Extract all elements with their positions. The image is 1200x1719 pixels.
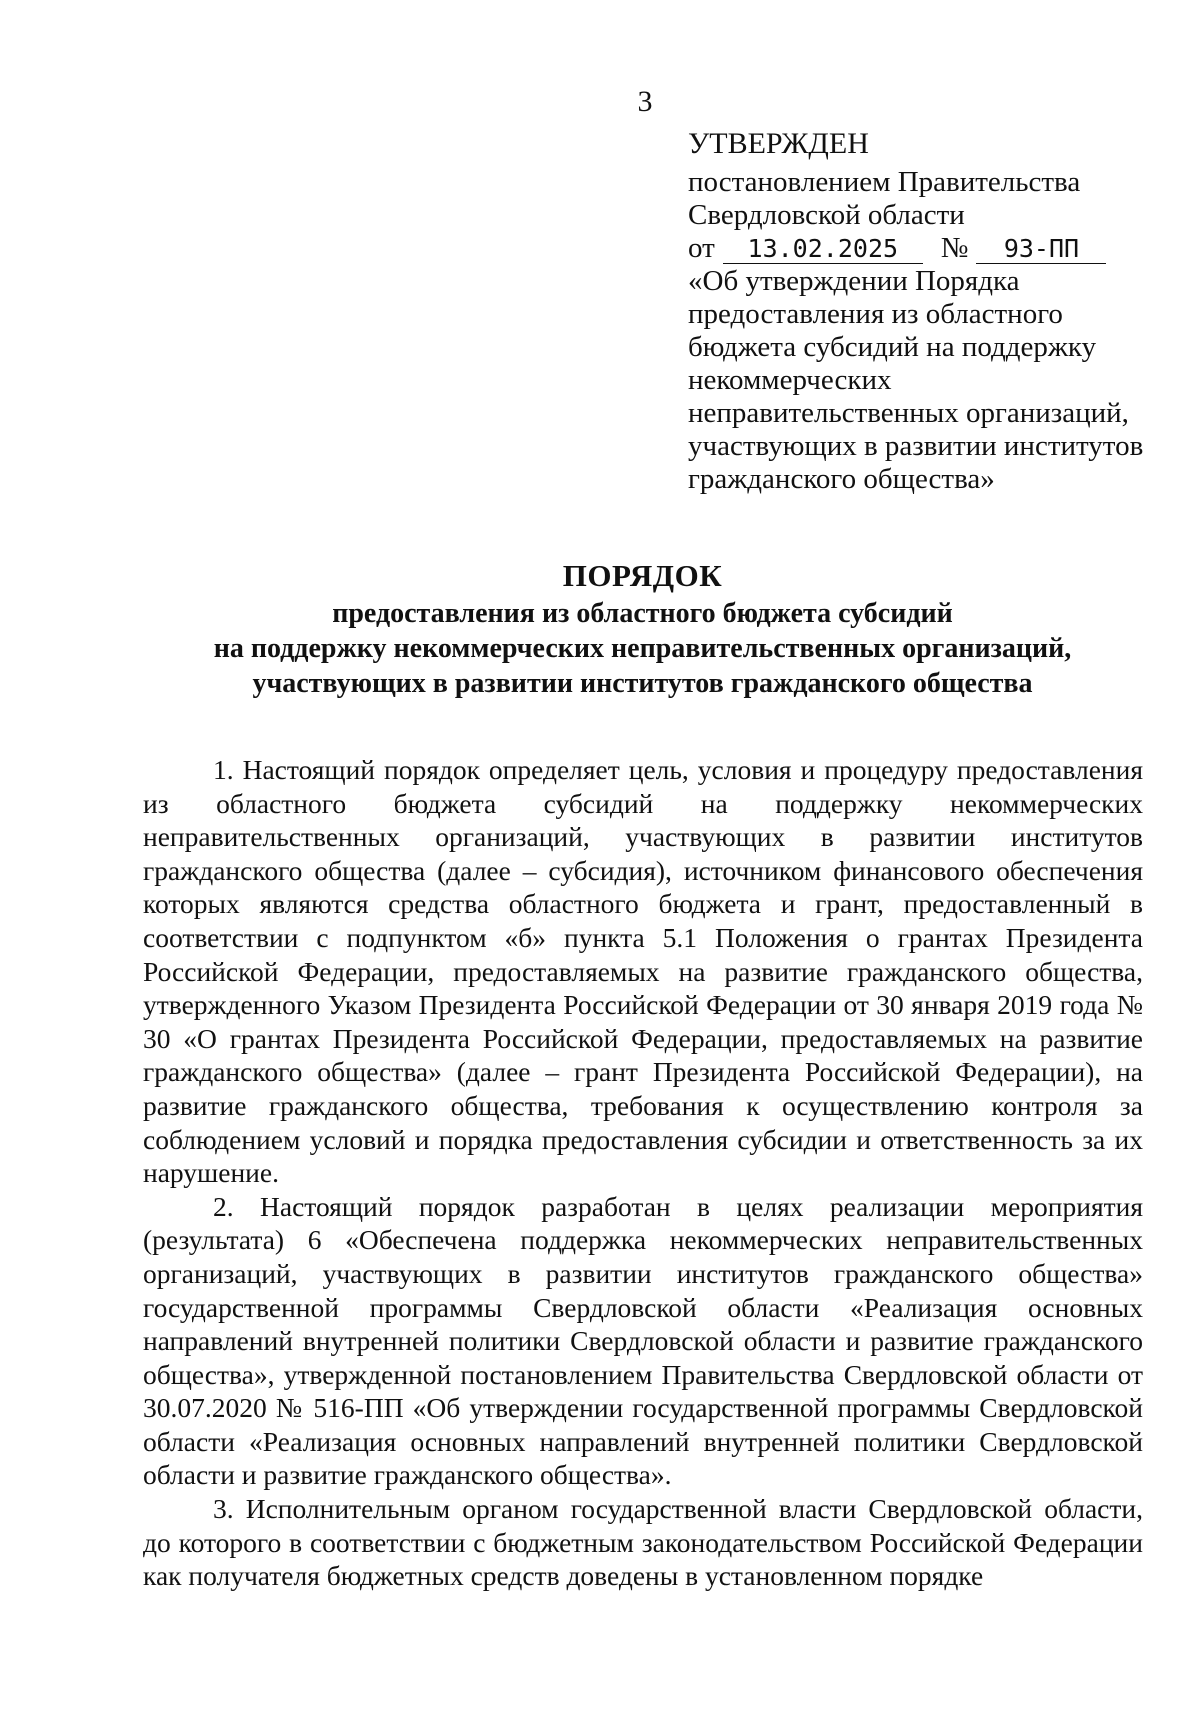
approval-subject-line: участвующих в развитии институтов: [688, 430, 1144, 462]
document-title: [140, 556, 1145, 701]
number-prefix: №: [940, 232, 969, 264]
date-value: 13.02.2025: [723, 235, 923, 264]
approval-line-2: Свердловской области: [688, 199, 965, 231]
approval-stamp: УТВЕРЖДЕН: [688, 127, 869, 160]
paragraph-1: 1. Настоящий порядок определяет цель, условия и процедуру предоставления из областного бюджета субсидий на поддержку некоммерческих неправительственных организаций, участвующих в развитии институтов гражданского общества (далее – субсидия), источником финансового обеспечения которых являются средства областного бюджета и грант, предоставленный в соответствии с подпунктом «б» пункта 5.1 Положения о грантах Президента Российской Федерации, предоставляемых на развитие гражданского общества, утвержденного Указом Президента Российской Федерации от 30 января 2019 года № 30 «О грантах Президента Российской Федерации, предоставляемых на развитие гражданского общества» (далее – грант Президента Российской Федерации), на развитие гражданского общества, требования к осуществлению контроля за соблюдением условий и порядка предоставления субсидии и ответственность за их нарушение.: [143, 754, 1143, 1189]
approval-subject-line: «Об утверждении Порядка: [688, 265, 1020, 297]
document-body: [143, 753, 1143, 1593]
number-value: 93-ПП: [976, 235, 1106, 264]
date-prefix: от: [688, 232, 715, 264]
title-main: ПОРЯДОК: [562, 558, 723, 593]
paragraph-2: 2. Настоящий порядок разработан в целях реализации мероприятия (результата) 6 «Обеспечена поддержка некоммерческих неправительственных организаций, участвующих в развитии институтов гражданского общества» государственной программы Свердловской области «Реализация основных направлений внутренней политики Свердловской области и развитие гражданского общества», утвержденной постановлением Правительства Свердловской области от 30.07.2020 № 516-ПП «Об утверждении государственной программы Свердловской области «Реализация основных направлений внутренней политики Свердловской области и развитие гражданского общества».: [143, 1190, 1143, 1491]
approval-subject-line: неправительственных организаций,: [688, 397, 1129, 429]
approval-subject-line: гражданского общества»: [688, 463, 995, 495]
page-number: 3: [637, 85, 653, 118]
approval-line-1: постановлением Правительства: [688, 166, 1081, 198]
approval-subject-line: предоставления из областного: [688, 298, 1063, 330]
title-line: на поддержку некоммерческих неправительственных организаций,: [213, 633, 1072, 664]
approval-subject-line: бюджета субсидий на поддержку: [688, 331, 1097, 363]
approval-block: [688, 126, 1168, 496]
approval-subject-line: некоммерческих: [688, 364, 892, 396]
title-line: предоставления из областного бюджета субсидий: [332, 598, 953, 629]
title-line: участвующих в развитии институтов гражданского общества: [252, 668, 1033, 699]
paragraph-3: 3. Исполнительным органом государственной власти Свердловской области, до которого в соответствии с бюджетным законодательством Российской Федерации как получателя бюджетных средств доведены в установленном порядке: [143, 1493, 1143, 1592]
approval-date-row: [688, 232, 1168, 265]
